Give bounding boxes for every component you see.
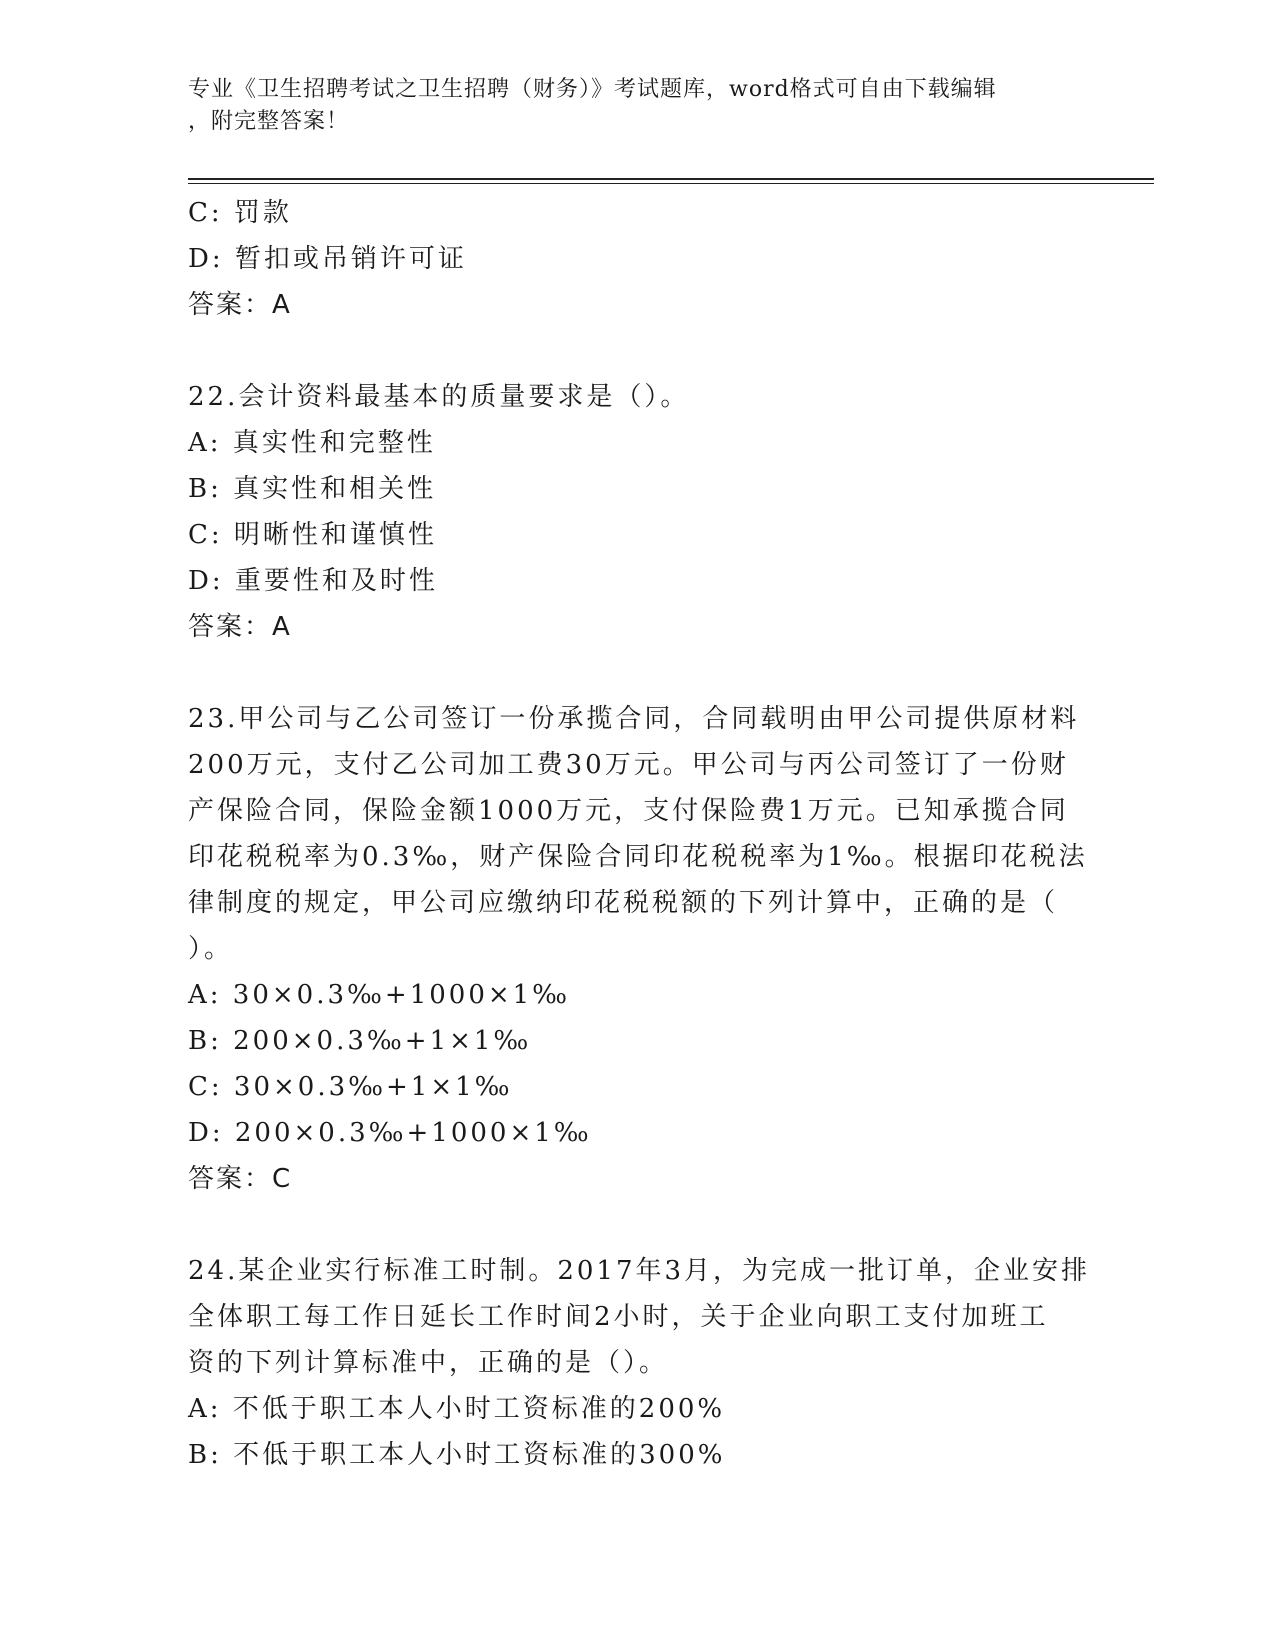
option-b: B: 200×0.3‰+1×1‰ <box>188 1026 532 1056</box>
question-stem-line: 律制度的规定，甲公司应缴纳印花税税额的下列计算中，正确的是（ <box>188 888 1059 918</box>
answer-text: 答案：A <box>188 290 292 320</box>
question-stem-line: 印花税税率为0.3‰，财产保险合同印花税税率为1‰。根据印花税法 <box>188 842 1088 872</box>
document-header <box>188 74 1088 138</box>
option-d: D: 重要性和及时性 <box>188 566 438 596</box>
question-22 <box>188 374 1088 650</box>
option-c: C: 明晰性和谨慎性 <box>188 520 437 550</box>
question-stem-line: 全体职工每工作日延长工作时间2小时，关于企业向职工支付加班工 <box>188 1302 1049 1332</box>
header-line-2: ，附完整答案！ <box>188 109 350 134</box>
question-stem-line: 资的下列计算标准中，正确的是（）。 <box>188 1348 669 1378</box>
option-d: D: 暂扣或吊销许可证 <box>188 244 467 274</box>
option-b: B: 不低于职工本人小时工资标准的300% <box>188 1440 726 1470</box>
spacer <box>188 650 1088 696</box>
option-a: A: 不低于职工本人小时工资标准的200% <box>188 1394 726 1424</box>
question-stem: 22.会计资料最基本的质量要求是（）。 <box>188 382 690 412</box>
question-stem-line: 产保险合同，保险金额1000万元，支付保险费1万元。已知承揽合同 <box>188 796 1069 826</box>
question-24 <box>188 1248 1091 1478</box>
spacer <box>188 1202 1088 1248</box>
question-stem-line: 200万元，支付乙公司加工费30万元。甲公司与丙公司签订了一份财 <box>188 750 1069 780</box>
question-21-tail <box>188 190 1088 328</box>
question-stem-line: 24.某企业实行标准工时制。2017年3月，为完成一批订单，企业安排 <box>188 1256 1091 1286</box>
question-stem-line: ）。 <box>188 934 234 964</box>
header-divider <box>188 178 1154 184</box>
option-c: C: 30×0.3‰+1×1‰ <box>188 1072 513 1102</box>
option-a: A: 30×0.3‰+1000×1‰ <box>188 980 571 1010</box>
question-stem-line: 23.甲公司与乙公司签订一份承揽合同，合同载明由甲公司提供原材料 <box>188 704 1080 734</box>
answer-text: 答案：C <box>188 1164 293 1194</box>
option-a: A: 真实性和完整性 <box>188 428 436 458</box>
option-c: C: 罚款 <box>188 198 292 228</box>
option-b: B: 真实性和相关性 <box>188 474 437 504</box>
answer-text: 答案：A <box>188 612 292 642</box>
option-d: D: 200×0.3‰+1000×1‰ <box>188 1118 592 1148</box>
question-content <box>188 190 1091 1478</box>
question-23 <box>188 696 1088 1202</box>
header-line-1: 专业《卫生招聘考试之卫生招聘（财务）》考试题库，word格式可自由下载编辑 <box>188 77 997 102</box>
spacer <box>188 328 1088 374</box>
